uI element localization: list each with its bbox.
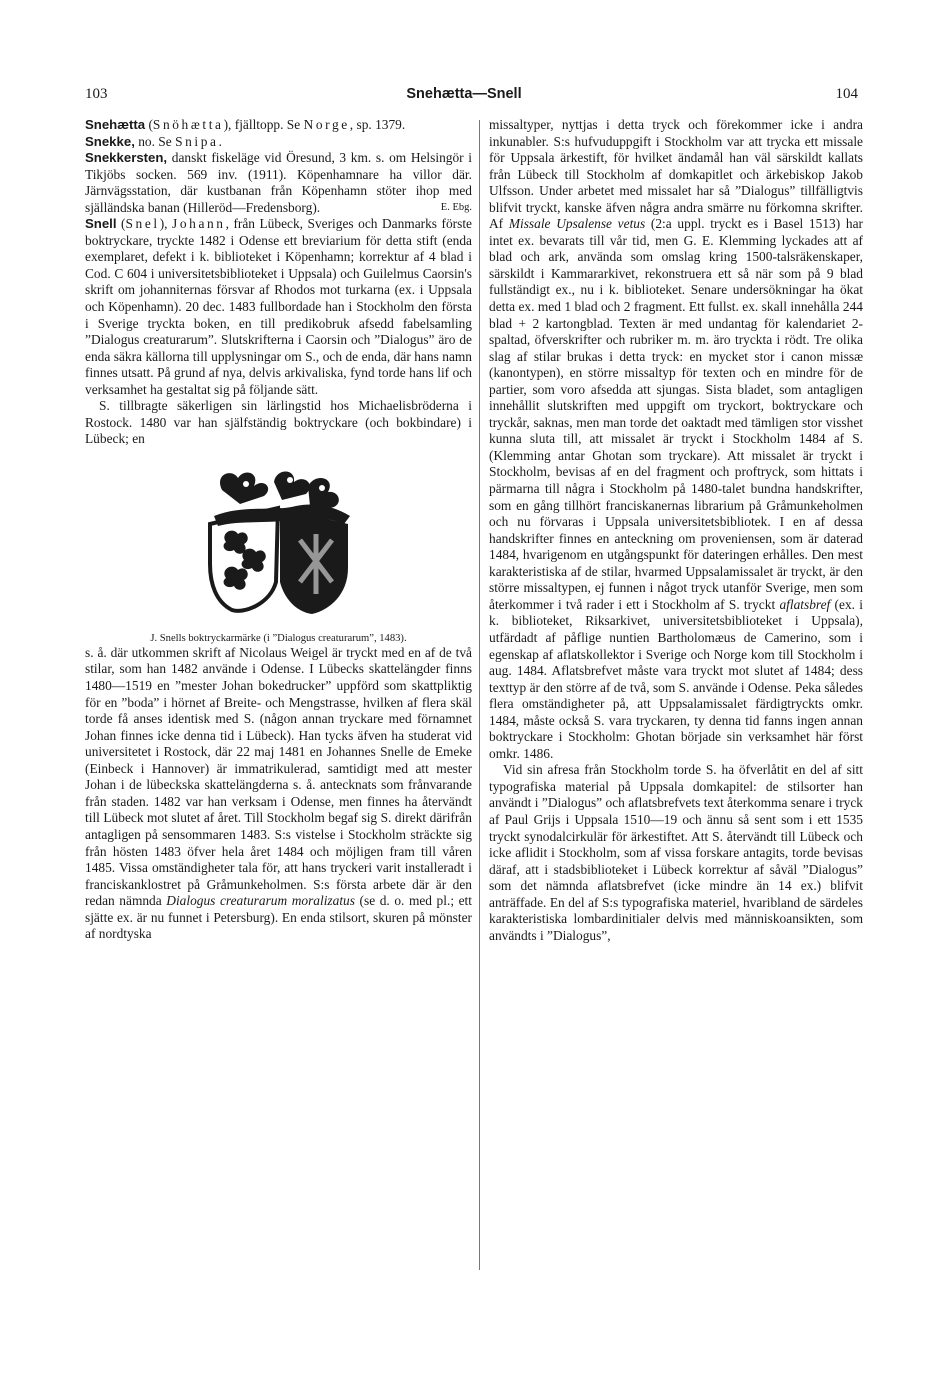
paragraph bbox=[489, 117, 863, 762]
entry-text: , sp. 1379. bbox=[349, 117, 406, 132]
printers-mark-image bbox=[204, 464, 354, 626]
headword: Snell bbox=[85, 216, 117, 232]
italic-title: Dialogus creaturarum moralizatus bbox=[166, 893, 355, 909]
paragraph-text: (2:a uppl. tryckt es i Basel 1513) har intet ex. bevarats till vår tid, men G. E. Klemming lyckades att af blad och ark, använda som omslag kring 1500-talsräkenskaper, särskildt i Kammararkivet, rekonstruera ett så när som på 9 blad fullständigt ex., nu i k. biblioteket. Senare undersökningar ha ökat detta ex. med 1 blad och 2 fragment. Ett fullst. ex. skall innehålla 244 blad + 2 kartongblad. Texten är med undantag för kalendariet 2-spaltad, öfverskrifter och rubriker m. m. äro tryckta i rödt. Tre olika slag af stilar brukas i detta tryck: en mycket stor i canon missæ (kanontypen), en större missaltyp för texten och en mindre för de partier, som voro afsedda att sjungas. Sista bladet, som antagligen innehållit slutskriften med uppgift om tryckort, boktryckare och tryckår, saknas, men man torde det oaktadt med tämligen stor visshet kunna sluta till, att missalet är tryckt i Stockholm 1484 af S. (Klemming antar Ghotan som tryckare). Att missalet är tryckt i Stockholm, bevisas af en del fragment och proftryck, som hittats i pärmarna till några i Stockholm på 1480-talet bundna handskrifter, som en gång tillhört franciskanernas librarium på Gråmunkeholmen och nu förvaras i Uppsala universitetsbibliotek. I en af dessa handskrifter finnes en anteckning om proveniensen, som är daterad 1484, hvarigenom en utgångspunkt för dateringen erhålles. Den mest karakteristiska af de stilar, hvarmed Uppsalamissalet är tryckt, är den större missaltypen, ej funnen i något tryck utanför Sverige, men som återkommer i två rader i ett i Stockholm af S. tryckt bbox=[489, 216, 863, 612]
entry-snekke bbox=[85, 134, 472, 151]
spaced-name: Johann bbox=[172, 216, 226, 232]
headword: Snekkersten, bbox=[85, 150, 168, 166]
paragraph bbox=[85, 645, 472, 943]
entry-text: danskt fiskeläge vid Öresund, 3 km. s. om Helsingör i Tikjöbs socken. 569 inv. (1911). Köpenhamnare ha villor där. Järnvägsstation, där kustbanan från Köpenhamn stöter ihop med själländska banan (Hilleröd—Fredensborg). bbox=[85, 150, 472, 215]
column-rule bbox=[479, 120, 480, 1270]
entry-text: ), bbox=[159, 216, 168, 232]
paragraph-text: s. å. där utkommen skrift af Nicolaus Weigel är tryckt med en af de två stilar, som han 1482 använde i Odense. I Lübecks skattelängder finns 1480—1519 en ”mester Johan bokedrucker” uppförd som skattpliktig för en ”boda” i hörnet af Breite- och Mengstrasse, hvilken af flera skäl torde få anses identisk med S. (någon annan tryckare med förnamnet Johan finnes icke denna tid i Lübeck). Han tycks äfven ha studerat vid universitetet i Rostock, där 22 maj 1481 en Johannes Snelle de Emeke (Einbeck i Hannover) är immatrikulerad, samtidigt med att mester Johan i de lübeckska skattelängderna s. å. antecknats som frånvarande från staden. 1482 var han verksam i Odense, men finnes ha återvändt till Lübeck mot slutet af året. Till Stockholm begaf sig S. direkt därifrån antagligen på sensommaren 1483. S:s vistelse i Stockholm sträckte sig från hösten 1483 öfver hela året 1484 och möjligen fram till våren 1485. Vissa omständigheter tala för, att hans tryckeri varit installeradt i franciskanklostret på Gråmunkeholmen. S:s första arbete där är den redan nämnda bbox=[85, 644, 472, 909]
page-number-left: 103 bbox=[85, 86, 108, 102]
author-signature: E. Ebg. bbox=[440, 201, 472, 213]
entry-snehaetta bbox=[85, 117, 472, 134]
right-column bbox=[489, 117, 863, 944]
entry-snell bbox=[85, 216, 472, 398]
italic-title: Missale Upsalense vetus bbox=[508, 216, 646, 232]
paragraph-text: (ex. i k. biblioteket, Riksarkivet, universitetsbiblioteket i Uppsala), utfärdadt af påflige nuntien Bartholomæus de Camerino, som i egenskap af aflatskollektor i Sverige och Norge kom till Stockholm i aug. 1484. Aflatsbrefvet måste vara tryckt mot slutet af 1484; dess texttyp är den större af de två, som S. använde i Odense. Peka således flera omständigheter på, att Uppsalamissalet färdigtryckts omkr. 1484, måste också S. vara tryckaren, ty denna tid fanns ingen annan boktryckare i Stockholm: Ghotan började sin verksamhet här först omkr. 1486. bbox=[489, 596, 863, 761]
paragraph-text: (se d. o. med pl.; ett sjätte ex. är nu funnet i Petersburg). En enda stilsort, skuren på mönster af nordtyska bbox=[85, 893, 472, 942]
entry-text: . bbox=[218, 133, 222, 149]
cross-reference: Snipa bbox=[175, 133, 219, 149]
headword: Snehætta bbox=[85, 117, 146, 132]
italic-title: aflatsbref bbox=[779, 596, 831, 612]
running-head: Snehætta—Snell bbox=[406, 86, 522, 102]
entry-text: ( bbox=[148, 117, 153, 132]
figure-caption: J. Snells boktryckarmärke (i ”Dialogus creaturarum”, 1483). bbox=[150, 632, 407, 644]
paragraph: S. tillbragte säkerligen sin lärlingstid hos Michaelisbröderna i Rostock. 1480 var han själfständig boktryckare (och bokbindare) i Lübeck; en bbox=[85, 398, 472, 447]
spaced-name: Snöhætta bbox=[152, 117, 224, 132]
entry-text: ), fjälltopp. Se bbox=[223, 117, 301, 132]
printers-mark-figure bbox=[85, 464, 472, 626]
entry-text: no. Se bbox=[138, 133, 172, 149]
page-number-right: 104 bbox=[835, 86, 858, 102]
entry-text: ( bbox=[121, 216, 126, 232]
spaced-name: Snel bbox=[125, 216, 160, 232]
headword: Snekke, bbox=[85, 133, 135, 149]
entry-snekkersten bbox=[85, 150, 472, 216]
paragraph: Vid sin afresa från Stockholm torde S. ha öfverlåtit en del af sitt typografiska material på Uppsala domkapitel: de stilsorter han användt i ”Dialogus” och aflatsbrefvets text återkomma senare i tryck af Paul Grijs i Uppsala 1510—19 och ännu så sent som i ett 1535 tryckt synodalcirkulär för ärkestiftet. Att S. återvändt till Lübeck och icke aflidit i Stockholm, som af vissa forskare antagits, torde bevisas däraf, att i stadsbiblioteket i Lübeck korrektur af såväl ”Dialogus” som det nämnda aflatsbrefvet (icke mindre än 14 ex.) blifvit anträffade. En del af S:s typografiska materiel, hvaribland de särdeles karakteristiska lombardinitialer delvis med människoansikten, som användts i ”Dialogus”, bbox=[489, 762, 863, 943]
left-column bbox=[85, 117, 472, 943]
entry-text: , från Lübeck, Sveriges och Danmarks förste boktryckare, tryckte 1482 i Odense ett breviarium för detta stift (enda exemplaret, defekt i k. biblioteket i Köpenhamn; korrektur af 4 blad i Cod. C 604 i universitetsbiblioteket i Uppsala) och Guilelmus Caorsin's skrift om johanniternas försvar af Rhodos mot turkarna (ex. i Uppsala och Köpenhamn). 20 dec. 1483 fullbordade han i Stockholm den första i Sverige tryckta boken, en till predikobruk afsedd fabelsamling ”Dialogus creaturarum”. Slutskrifterna i Caorsin och ”Dialogus” äro de enda säkra källorna till upplysningar om S., och de enda, där hans namn finnes utsatt. På grund af nya, delvis arkivaliska, fynd torde hans lif och verksamhet ha gestaltat sig på följande sätt. bbox=[85, 216, 472, 397]
paragraph-text: missaltyper, nyttjas i detta tryck och förekommer icke i andra inkunabler. S:s hufvuduppgift i Stockholm var att trycka ett missale för Uppsala ärkestift, för hvilket ändamål han väl särskildt kallats från Lübeck till Stockholm af domkapitlet och ärkebiskop Jakob Ulfsson. Under arbetet med missalet har så ”Dialogus” tillfälligtvis blifvit tryckt, kanske äfven några andra smärre nu förkomna skrifter. Af bbox=[489, 117, 863, 232]
cross-reference: Norge bbox=[303, 117, 350, 132]
